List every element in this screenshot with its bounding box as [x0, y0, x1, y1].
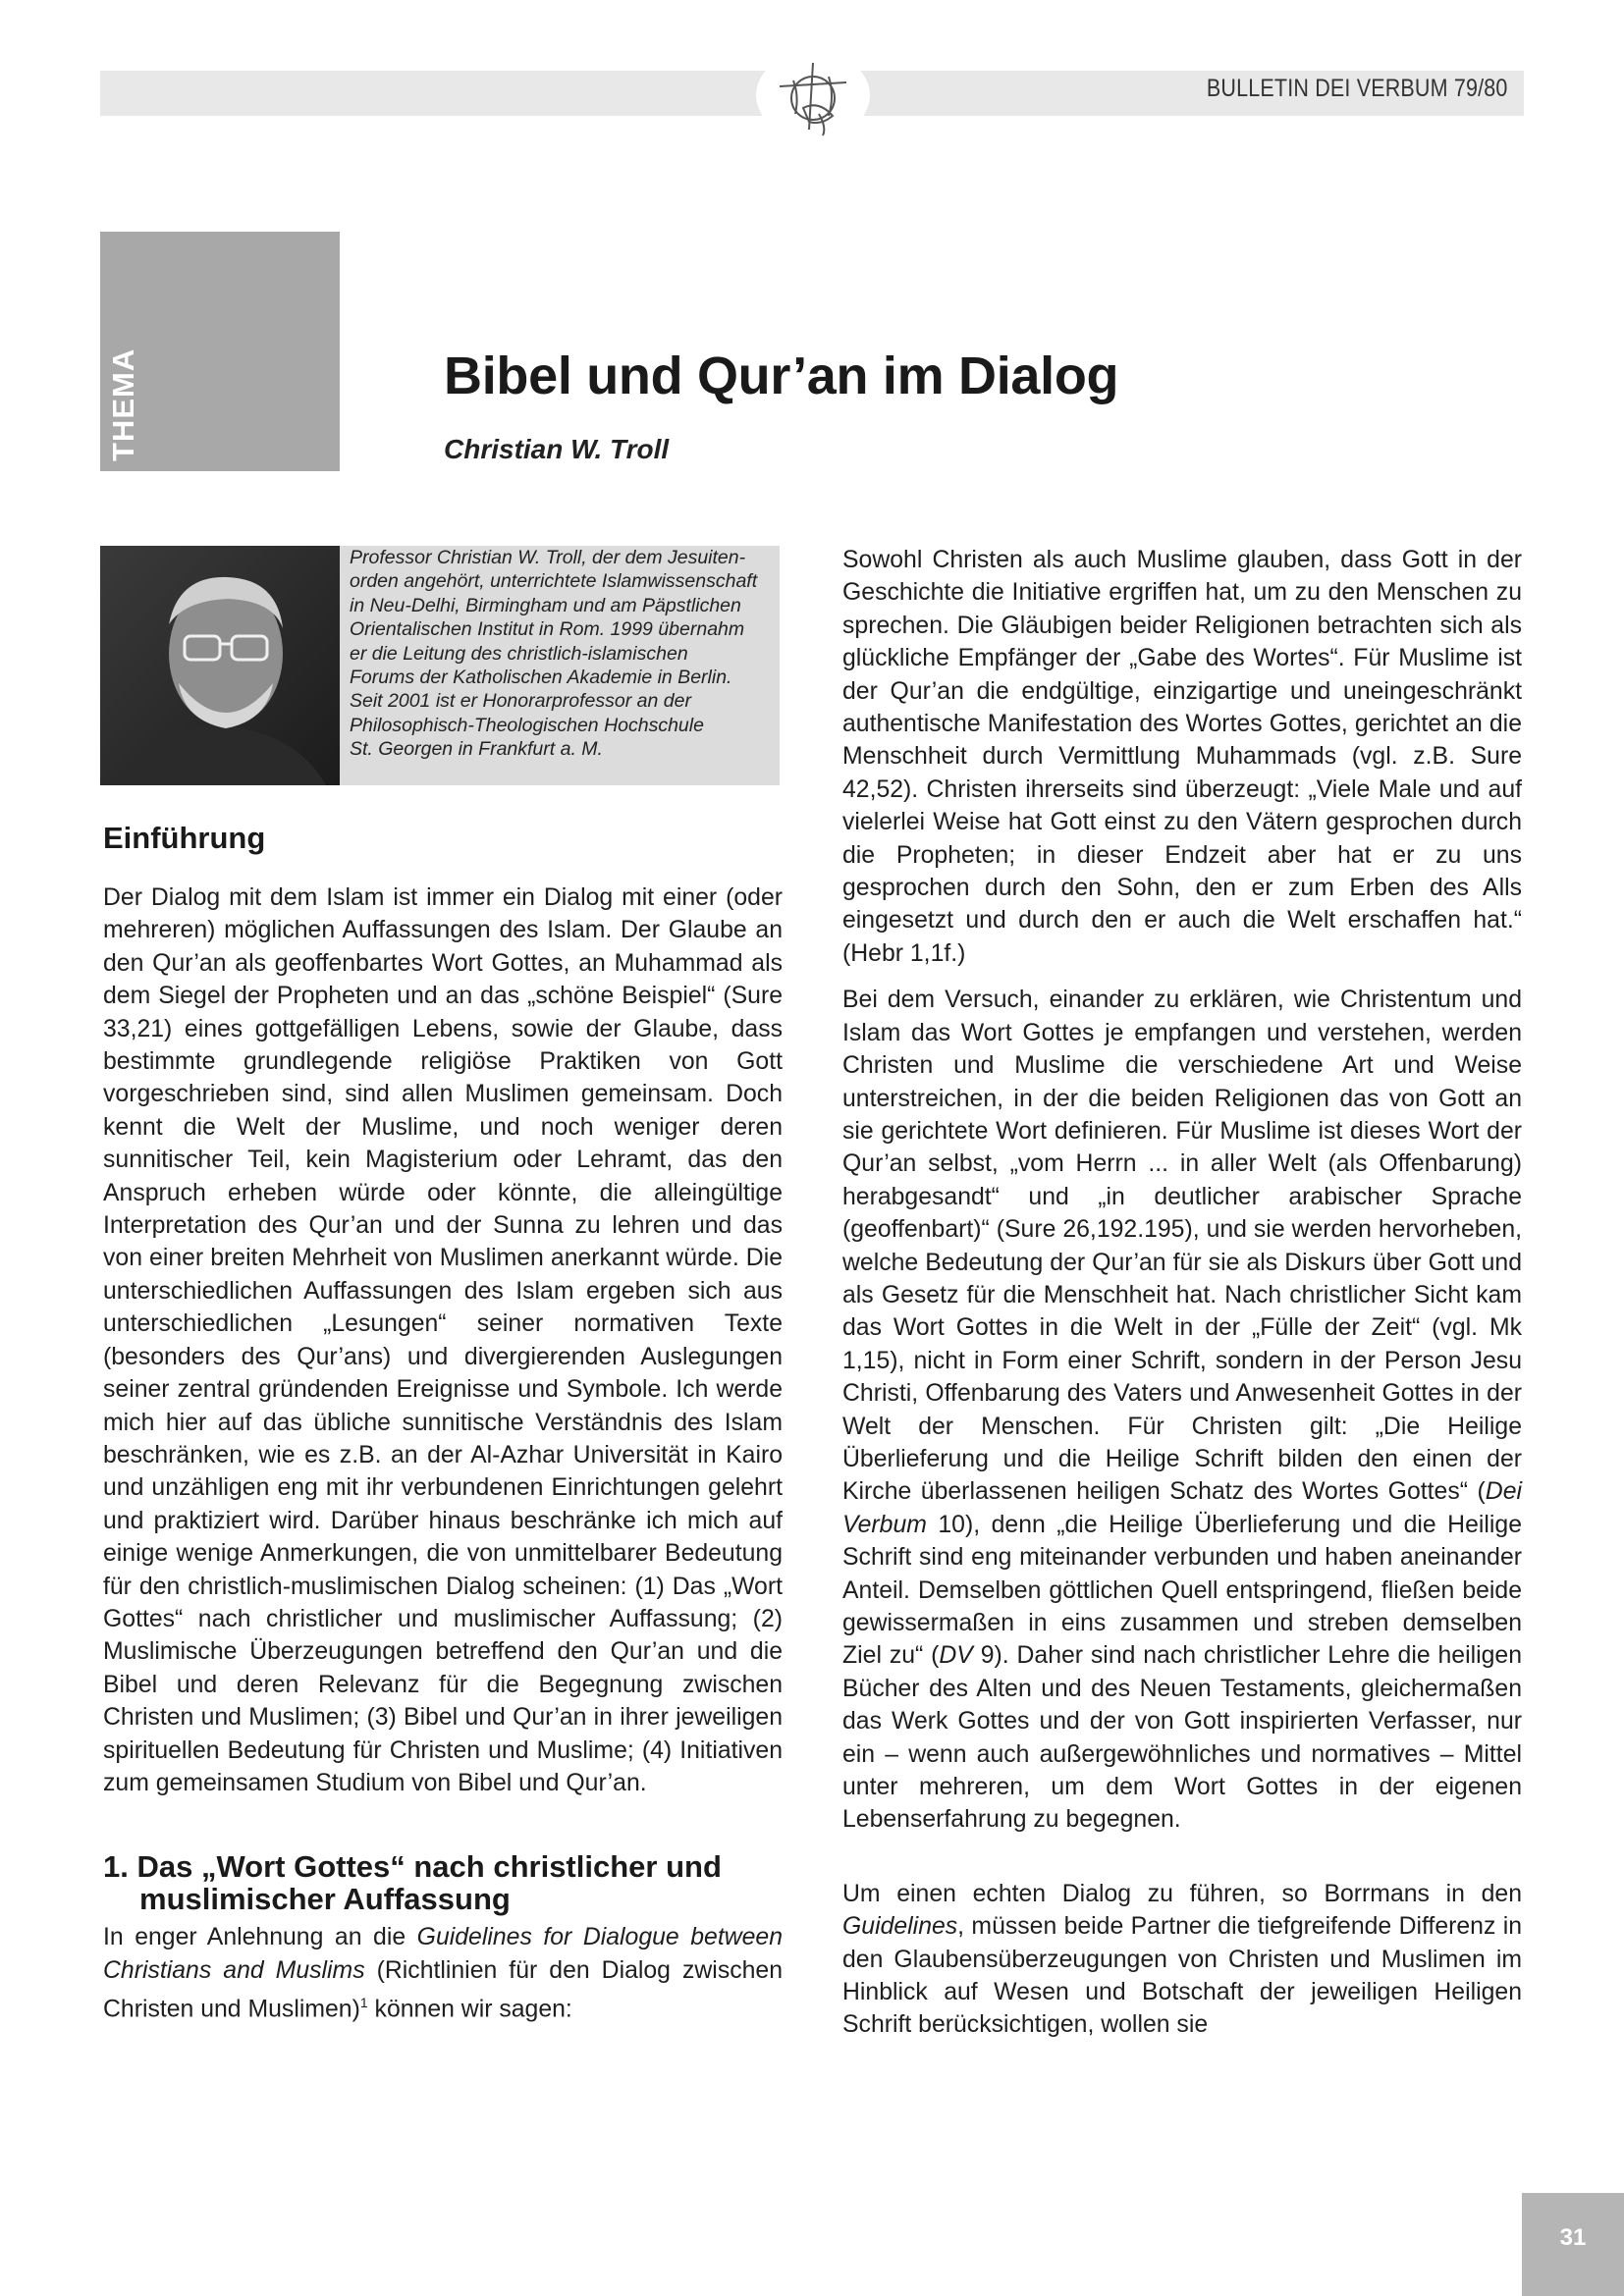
author-bio-text: Professor Christian W. Troll, der dem Jesuiten- orden angehört, unterrichtete Islamwissenschaft in Neu-Delhi, Birmingham und am Päpstlichen Orientalischen Institut in Rom. 1999 übernahm er die Leitung des christlich-islamischen Forums der Katholischen Akademie in Berlin. Seit 2001 ist er Honorarprofessor an der Philosophisch-Theologischen Hochschule St. Georgen in Frankfurt a. M. [350, 547, 758, 761]
footnote-marker: 1 [359, 1995, 368, 2011]
left-column [103, 821, 783, 2026]
right-paragraph-1: Sowohl Christen als auch Muslime glauben, dass Gott in der Geschichte die Initiative ergriffen hat, um zu den Menschen zu sprechen. Die Gläubigen beider Religionen betrachten sich als glückliche Empfänger der „Gabe des Wortes“. Für Muslime ist der Qur’an die endgültige, einzigartige und uneingeschränkt authentische Manifestation des Wortes Gottes, gerichtet an die Menschheit durch Vermittlung Muhammads (vgl. z.B. Sure 42,52). Christen ihrerseits sind überzeugt: „Viele Male und auf vielerlei Weise hat Gott einst zu den Vätern gesprochen durch die Propheten; in dieser Endzeit aber hat er zu uns gesprochen durch den Sohn, den er zum Erben des Alls eingesetzt und durch den er auch die Welt erschaffen hat.“ (Hebr 1,1f.) [842, 547, 1522, 967]
section-1-paragraph: In enger Anlehnung an die Guidelines for Dialogue between Christians and Muslims (Richtlinien für den Dialog zwischen Christen und Muslimen)$^1$ können wir sagen: [103, 1924, 784, 2023]
right-paragraph-2: Bei dem Versuch, einander zu erklären, wie Christentum und Islam das Wort Gottes je empfangen und verstehen, werden Christen und Muslime die verschiedene Art und Weise unterstreichen, in der die beiden Religionen das von Gott an sie gerichtete Wort definieren. Für Muslime ist dieses Wort der Qur’an selbst, „vom Herrn ... in aller Welt (als Offenbarung) herabgesandt“ und „in deutlicher arabischer Sprache (geoffenbart)“ (Sure 26,192.195), und sie werden hervorheben, welche Bedeutung der Qur’an für sie als Diskurs über Gott und als Gesetz für die Menschheit hat. Nach christlicher Sicht kam das Wort Gottes in die Welt in der „Fülle der Zeit“ (vgl. Mk 1,15), nicht in Form einer Schrift, sondern in der Person Jesu Christi, Offenbarung des Vaters und Anwesenheit Gottes in der Welt der Menschen. Für Christen gilt: „Die Heilige Überlieferung und die Heilige Schrift bilden den einen der Kirche überlassenen heiligen Schatz des Wortes Gottes“ (Dei Verbum 10), denn „die Heilige Überlieferung und die Heilige Schrift sind eng miteinander verbunden und haben aneinander Anteil. Demselben göttlichen Quell entspringend, fließen beide gewissermaßen in eins zusammen und streben demselben Ziel zu“ (DV 9). Daher sind nach christlicher Lehre die heiligen Bücher des Alten und des Neuen Testaments, gleichermaßen das Werk Gottes und der von Gott inspirierten Verfasser, nur ein – wenn auch außergewöhnliches und normatives – Mittel unter mehreren, um dem Wort Gottes in der eigenen Lebenserfahrung zu begegnen. [842, 987, 1522, 1834]
heading-section-1: 1. Das „Wort Gottes“ nach christlicher und muslimischer Auffassung [103, 1849, 722, 1917]
heading-introduction: Einführung [103, 821, 266, 855]
intro-paragraph: Der Dialog mit dem Islam ist immer ein Dialog mit einer (oder mehreren) möglichen Auffassungen des Islam. Der Glaube an den Qur’an als geoffenbartes Wort Gottes, an Muhammad als dem Siegel der Propheten und an das „schöne Beispiel“ (Sure 33,21) eines gottgefälligen Lebens, sowie der Glaube, dass bestimmte grundlegende religiöse Praktiken von Gott vorgeschrieben sind, sind allen Muslimen gemeinsam. Doch kennt die Welt der Muslime, und noch weniger deren sunnitischer Teil, kein Magisterium oder Lehramt, das den Anspruch erheben würde oder könnte, die alleingültige Interpretation des Qur’an und der Sunna zu lehren und das von einer breiten Mehrheit von Muslimen anerkannt würde. Die unterschiedlichen Auffassungen des Islam ergeben sich aus unterschiedlichen „Lesungen“ seiner normativen Texte (besonders des Qur’ans) und divergierenden Auslegungen seiner zentral gründenden Ereignisse und Symbole. Ich werde mich hier auf das übliche sunnitische Verständnis des Islam beschränken, wie es z.B. an der Al-Azhar Universität in Kairo und unzähligen eng mit ihr verbundenen Einrichtungen gelehrt und praktiziert wird. Darüber hinaus beschränke ich mich auf einige wenige Anmerkungen, die von unmittelbarer Bedeutung für den christlich-muslimischen Dialog scheinen: (1) Das „Wort Gottes“ nach christlicher und muslimischer Auffassung; (2) Muslimische Überzeugungen betreffend den Qur’an und die Bibel und deren Relevanz für die Begegnung zwischen Christen und Muslimen; (3) Bibel und Qur’an in ihrer jeweiligen spirituellen Bedeutung für Christen und Muslime; (4) Initiativen zum gemeinsamen Studium von Bibel und Qur’an. [103, 884, 783, 1796]
author-portrait [100, 546, 340, 785]
publication-title: BULLETIN DEI VERBUM 79/80 [1207, 75, 1508, 102]
section-tag-label: THEMA [106, 347, 140, 461]
page-number: 31 [1559, 2224, 1587, 2251]
article-author: Christian W. Troll [444, 434, 670, 464]
right-column [842, 544, 1522, 2042]
logo-icon [756, 51, 870, 139]
right-paragraph-3: Um einen echten Dialog zu führen, so Borrmans in den Guidelines, müssen beide Partner die tiefgreifende Differenz in den Glaubensüberzeugungen von Christen und Muslimen im Hinblick auf Wesen und Botschaft der jeweiligen Heiligen Schrift berücksichtigen, wollen sie [842, 1880, 1522, 2039]
article-title: Bibel und Qur’an im Dialog [444, 347, 1119, 405]
